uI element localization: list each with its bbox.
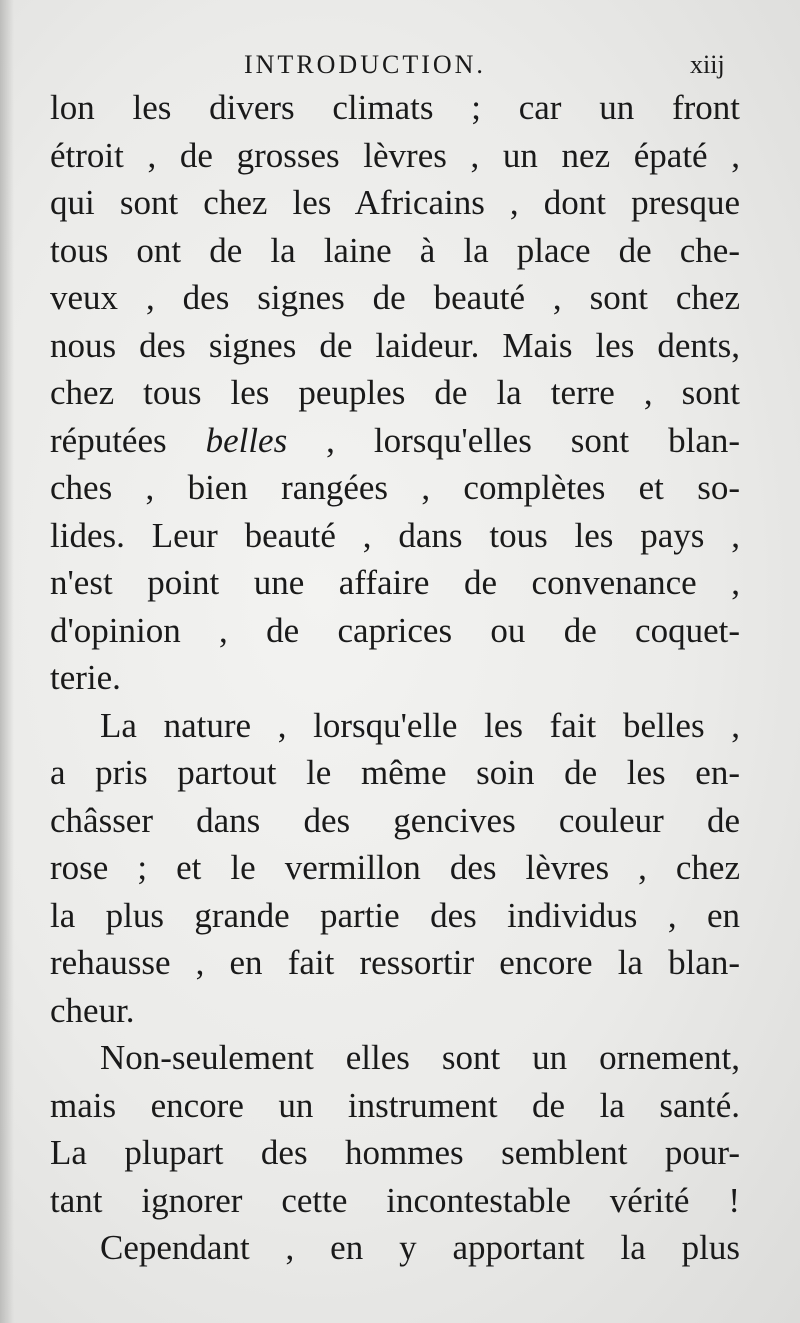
text-line: châsser dans des gencives couleur de [50,800,740,840]
text-line: étroit , de grosses lèvres , un nez épaté , [50,135,740,175]
text-line-with-italic [50,417,740,465]
text-line: La nature , lorsqu'elle les fait belles , [100,705,740,745]
page-header [0,46,800,86]
text-line: Non-seulement elles sont un ornement, [100,1038,740,1077]
text-line: la plus grande partie des individus , en [50,895,740,935]
text-line: tous ont de la laine à la place de che- [50,230,740,270]
text-line: nous des signes de laideur. Mais les dents, [50,325,740,365]
running-title: INTRODUCTION. [244,50,486,79]
page-edge-shadow [0,0,14,1323]
text-line: d'opinion , de caprices ou de coquet- [50,610,740,650]
text-line: lides. Leur beauté , dans tous les pays , [50,515,740,555]
text-line: tant ignorer cette incontestable vérité ! [50,1180,740,1220]
text-line: rehausse , en fait ressortir encore la blan- [50,943,740,982]
text-line: terie. [50,658,121,697]
text-line: La plupart des hommes semblent pour- [50,1133,740,1172]
text-run: , lorsqu'elles sont blan- [287,420,741,460]
text-line: veux , des signes de beauté , sont chez [50,278,740,317]
italic-word: belles [205,420,288,460]
text-line: cheur. [50,990,135,1030]
text-line: chez tous les peuples de la terre , sont [50,373,740,412]
text-run: réputées [50,420,206,460]
page-number: xiij [690,50,725,79]
text-line: Cependant , en y apportant la plus [100,1228,740,1267]
text-line: qui sont chez les Africains , dont presque [50,183,740,222]
text-line: rose ; et le vermillon des lèvres , chez [50,848,740,887]
body-text [50,84,740,1272]
text-line: a pris partout le même soin de les en- [50,753,740,792]
text-line: n'est point une affaire de convenance , [50,563,740,602]
text-line: lon les divers climats ; car un front [50,88,740,127]
text-line: mais encore un instrument de la santé. [50,1085,740,1125]
text-line: ches , bien rangées , complètes et so- [50,468,740,507]
